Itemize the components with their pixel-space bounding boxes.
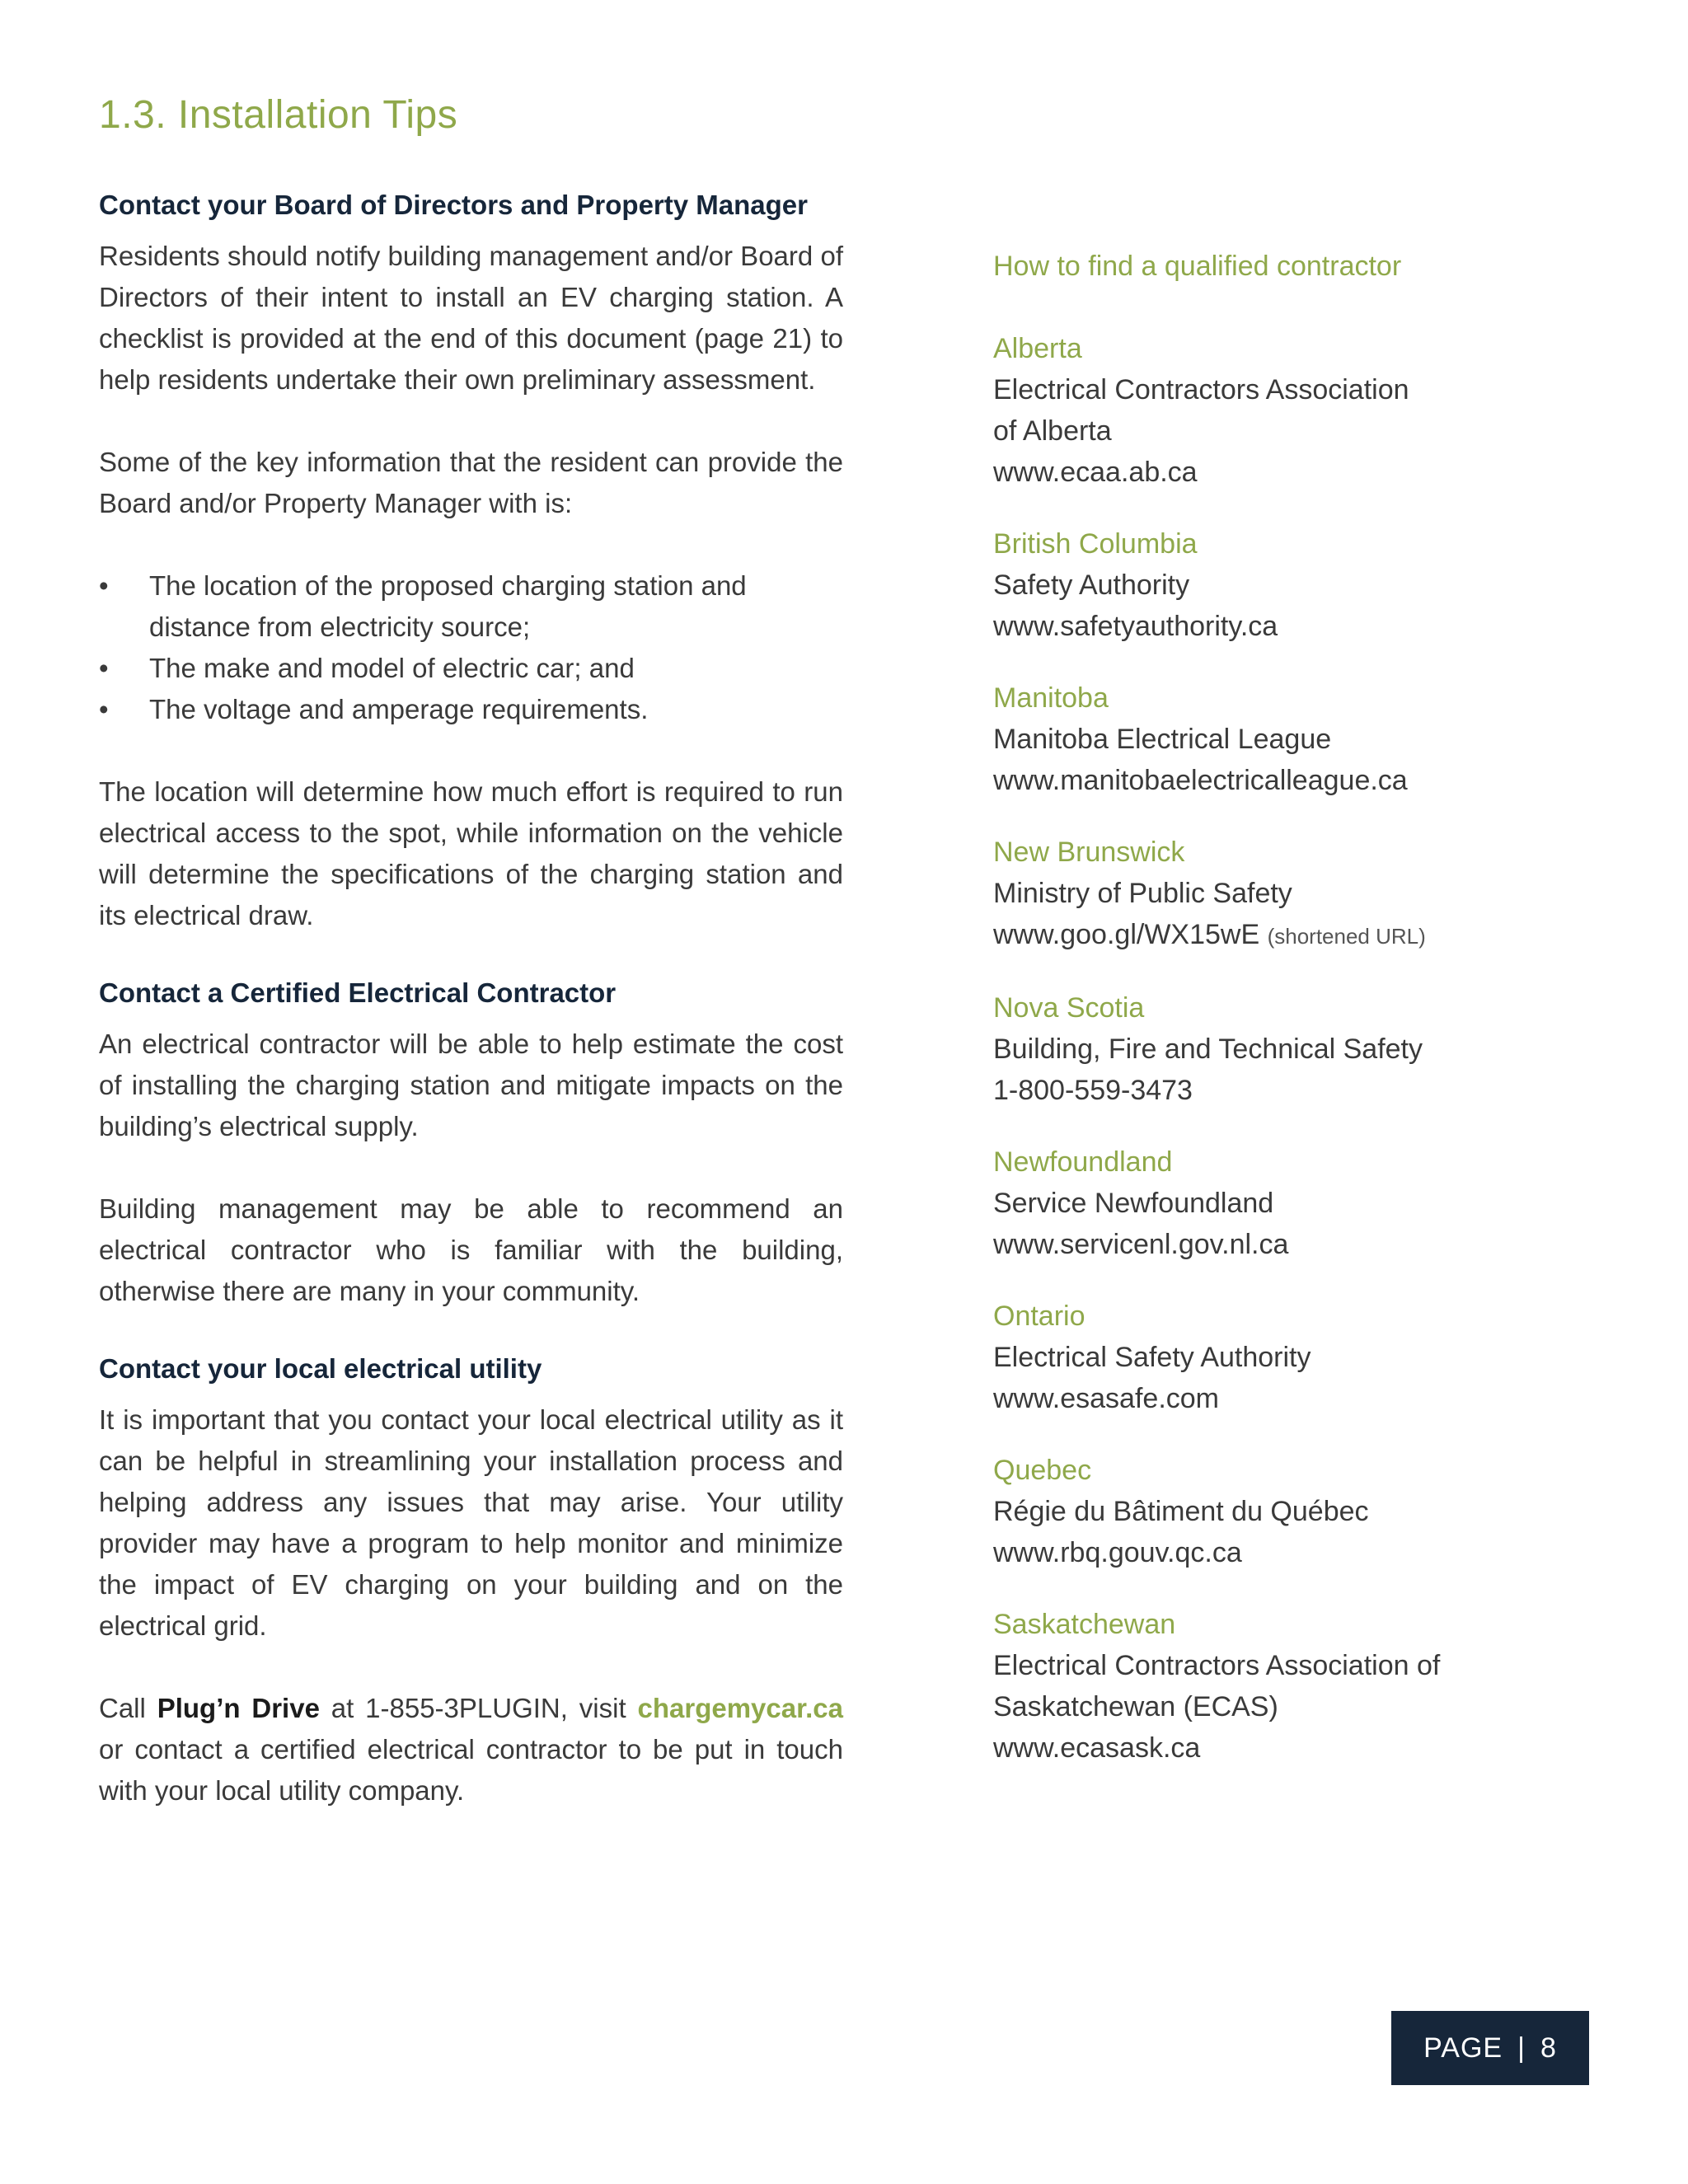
province-name: Alberta: [993, 333, 1082, 364]
province-name: New Brunswick: [993, 837, 1185, 868]
contractor-entry: [993, 1604, 1529, 1769]
contractor-url[interactable]: www.esasafe.com: [993, 1383, 1219, 1414]
contractor-detail: Electrical Contractors Association: [993, 374, 1409, 405]
contractor-detail: Ministry of Public Safety: [993, 878, 1292, 909]
province-name: Quebec: [993, 1455, 1092, 1486]
heading-contact-board: Contact your Board of Directors and Property Manager: [99, 190, 808, 220]
contractor-list: [993, 328, 1529, 1769]
contractor-url[interactable]: www.ecasask.ca: [993, 1732, 1201, 1764]
contractor-url[interactable]: www.safetyauthority.ca: [993, 611, 1278, 642]
contractor-detail: 1-800-559-3473: [993, 1075, 1193, 1106]
bullet-list: [99, 565, 843, 730]
main-column: [99, 185, 843, 1811]
province-name: Saskatchewan: [993, 1609, 1176, 1640]
contractor-entry: [993, 1141, 1529, 1265]
contractor-detail: Régie du Bâtiment du Québec: [993, 1496, 1369, 1527]
contractor-url[interactable]: www.goo.gl/WX15wE (shortened URL): [993, 919, 1426, 950]
page-label: PAGE: [1423, 2032, 1503, 2064]
contractor-sidebar: [993, 246, 1529, 1799]
bullet-item: • The voltage and amperage requirements.: [99, 689, 843, 730]
contractor-entry: [993, 987, 1529, 1111]
contractor-detail: Electrical Safety Authority: [993, 1342, 1311, 1373]
bullet-icon: •: [99, 653, 109, 683]
contractor-entry: [993, 523, 1529, 647]
contractor-detail: Manitoba Electrical League: [993, 724, 1332, 755]
page-number-badge: [1391, 2011, 1589, 2085]
page-separator: |: [1517, 2032, 1526, 2064]
call-paragraph: Call Plug’n Drive at 1-855-3PLUGIN, visit chargemycar.ca or contact a certified electrical contractor to be put in touch with your local utility company.: [99, 1693, 843, 1806]
contractor-detail: Service Newfoundland: [993, 1188, 1274, 1219]
paragraph: Some of the key information that the resident can provide the Board and/or Property Manager with is:: [99, 447, 843, 518]
sidebar-heading: How to find a qualified contractor: [993, 251, 1402, 282]
chargemycar-link[interactable]: chargemycar.ca: [637, 1693, 843, 1723]
contractor-entry: [993, 1296, 1529, 1419]
contractor-entry: [993, 677, 1529, 801]
page-number: 8: [1540, 2032, 1557, 2064]
contractor-detail: Saskatchewan (ECAS): [993, 1691, 1278, 1722]
bullet-item: • The make and model of electric car; and: [99, 648, 843, 689]
province-name: Ontario: [993, 1301, 1085, 1332]
contractor-url[interactable]: www.servicenl.gov.nl.ca: [993, 1229, 1289, 1260]
paragraph: Residents should notify building management and/or Board of Directors of their intent to install an EV charging station. A checklist is provided at the end of this document (page 21) to help residents undertake their own preliminary assessment.: [99, 241, 843, 395]
contractor-url[interactable]: www.rbq.gouv.qc.ca: [993, 1537, 1242, 1568]
contractor-detail: Building, Fire and Technical Safety: [993, 1033, 1423, 1065]
province-name: Nova Scotia: [993, 992, 1145, 1024]
paragraph: It is important that you contact your local electrical utility as it can be helpful in streamlining your installation process and helping address any issues that may arise. Your utility provider may have a program to help monitor and minimize the impact of EV charging on your building and on the electrical grid.: [99, 1404, 843, 1641]
bullet-icon: •: [99, 570, 109, 601]
heading-contact-contractor: Contact a Certified Electrical Contractor: [99, 977, 617, 1008]
contractor-url[interactable]: www.ecaa.ab.ca: [993, 457, 1198, 488]
paragraph: The location will determine how much effort is required to run electrical access to the spot, while information on the vehicle will determine the specifications of the charging station and its electrical draw.: [99, 776, 843, 930]
paragraph: An electrical contractor will be able to help estimate the cost of installing the charging station and mitigate impacts on the building’s electrical supply.: [99, 1029, 843, 1141]
province-name: Newfoundland: [993, 1146, 1173, 1178]
paragraph: Building management may be able to recommend an electrical contractor who is familiar with the building, otherwise there are many in your community.: [99, 1193, 843, 1306]
contractor-entry: [993, 328, 1529, 493]
contractor-entry: [993, 1450, 1529, 1573]
contractor-url[interactable]: www.manitobaelectricalleague.ca: [993, 765, 1408, 796]
province-name: British Columbia: [993, 528, 1198, 560]
contractor-entry: [993, 832, 1529, 957]
bullet-item: • The location of the proposed charging station and distance from electricity source;: [99, 565, 843, 648]
heading-contact-utility: Contact your local electrical utility: [99, 1353, 542, 1384]
province-name: Manitoba: [993, 682, 1109, 714]
contractor-detail: Electrical Contractors Association of: [993, 1650, 1441, 1681]
bullet-icon: •: [99, 694, 109, 724]
contractor-detail: Safety Authority: [993, 569, 1190, 601]
url-note: (shortened URL): [1267, 924, 1426, 949]
brand-name: Plug’n Drive: [157, 1693, 320, 1723]
contractor-detail: of Alberta: [993, 415, 1112, 447]
section-title: 1.3. Installation Tips: [99, 93, 458, 137]
